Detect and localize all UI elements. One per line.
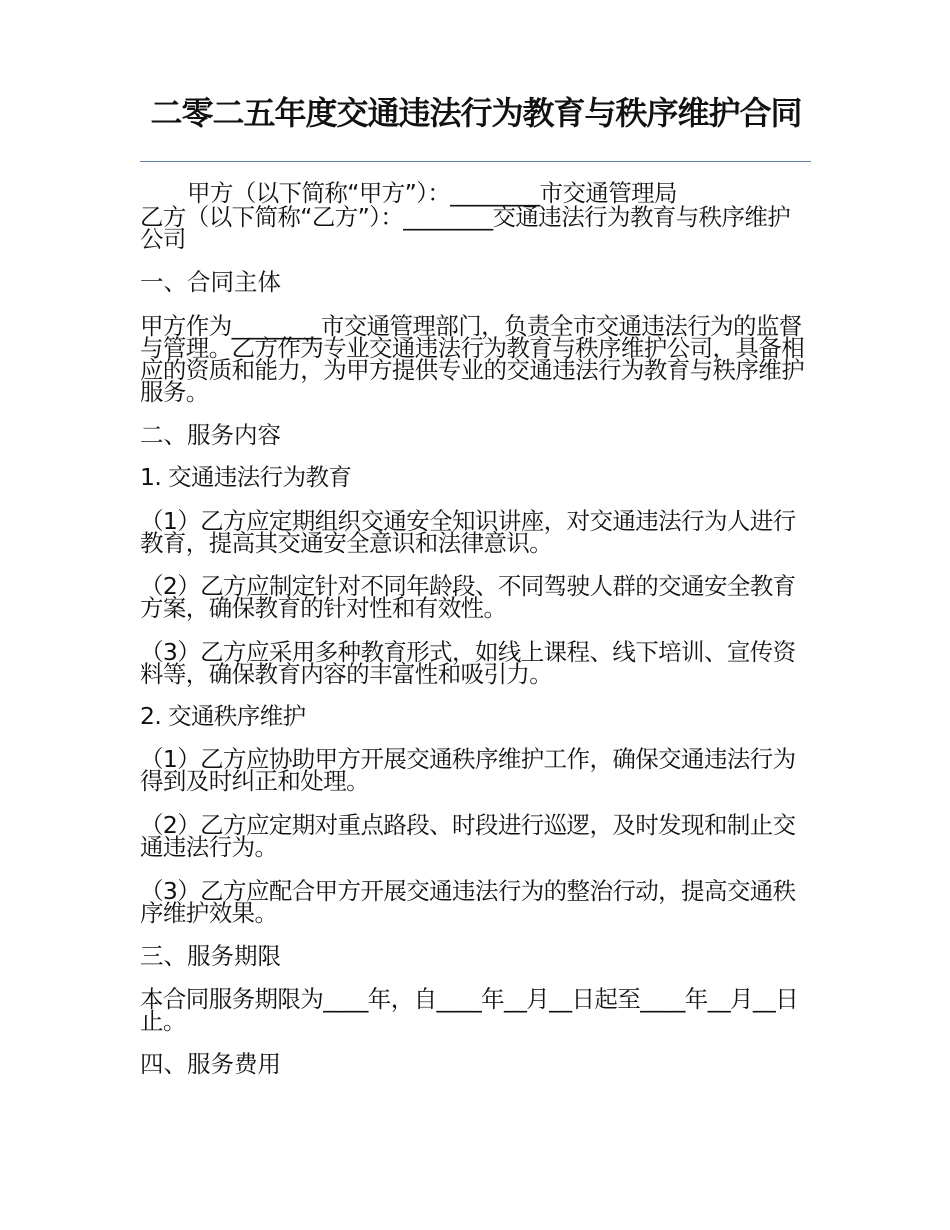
party-b-line: 乙方（以下简称“乙方”）：________交通违法行为教育与秩序维护公司 xyxy=(140,203,791,253)
education-item-2: （2）乙方应制定针对不同年龄段、不同驾驶人群的交通安全教育方案，确保教育的针对性和有效性。 xyxy=(140,572,796,622)
section-1-body: 甲方作为________市交通管理部门，负责全市交通违法行为的监督与管理。乙方作为专业交通违法行为教育与秩序维护公司，具备相应的资质和能力，为甲方提供专业的交通违法行为教育与秩序维护服务。 xyxy=(140,312,805,406)
education-item-1: （1）乙方应定期组织交通安全知识讲座，对交通违法行为人进行教育，提高其交通安全意识和法律意识。 xyxy=(140,507,796,557)
section-2-subheading-education: 1. 交通违法行为教育 xyxy=(140,463,352,491)
section-4-heading: 四、服务费用 xyxy=(140,1050,281,1078)
section-2-heading: 二、服务内容 xyxy=(140,421,281,449)
section-1-heading: 一、合同主体 xyxy=(140,268,281,296)
document-title: 二零二五年度交通违法行为教育与秩序维护合同 xyxy=(150,94,802,132)
section-3-body: 本合同服务期限为____年，自____年__月__日起至____年__月__日止。 xyxy=(140,985,799,1035)
party-a-line: 甲方（以下简称“甲方”）：________市交通管理局 xyxy=(187,179,677,207)
order-item-2: （2）乙方应定期对重点路段、时段进行巡逻，及时发现和制止交通违法行为。 xyxy=(140,811,796,861)
education-item-3: （3）乙方应采用多种教育形式，如线上课程、线下培训、宣传资料等，确保教育内容的丰富性和吸引力。 xyxy=(140,638,796,688)
section-2-subheading-order: 2. 交通秩序维护 xyxy=(140,702,306,730)
order-item-1: （1）乙方应协助甲方开展交通秩序维护工作，确保交通违法行为得到及时纠正和处理。 xyxy=(140,745,796,795)
section-3-heading: 三、服务期限 xyxy=(140,942,281,970)
order-item-3: （3）乙方应配合甲方开展交通违法行为的整治行动，提高交通秩序维护效果。 xyxy=(140,877,796,927)
title-divider xyxy=(140,161,811,162)
